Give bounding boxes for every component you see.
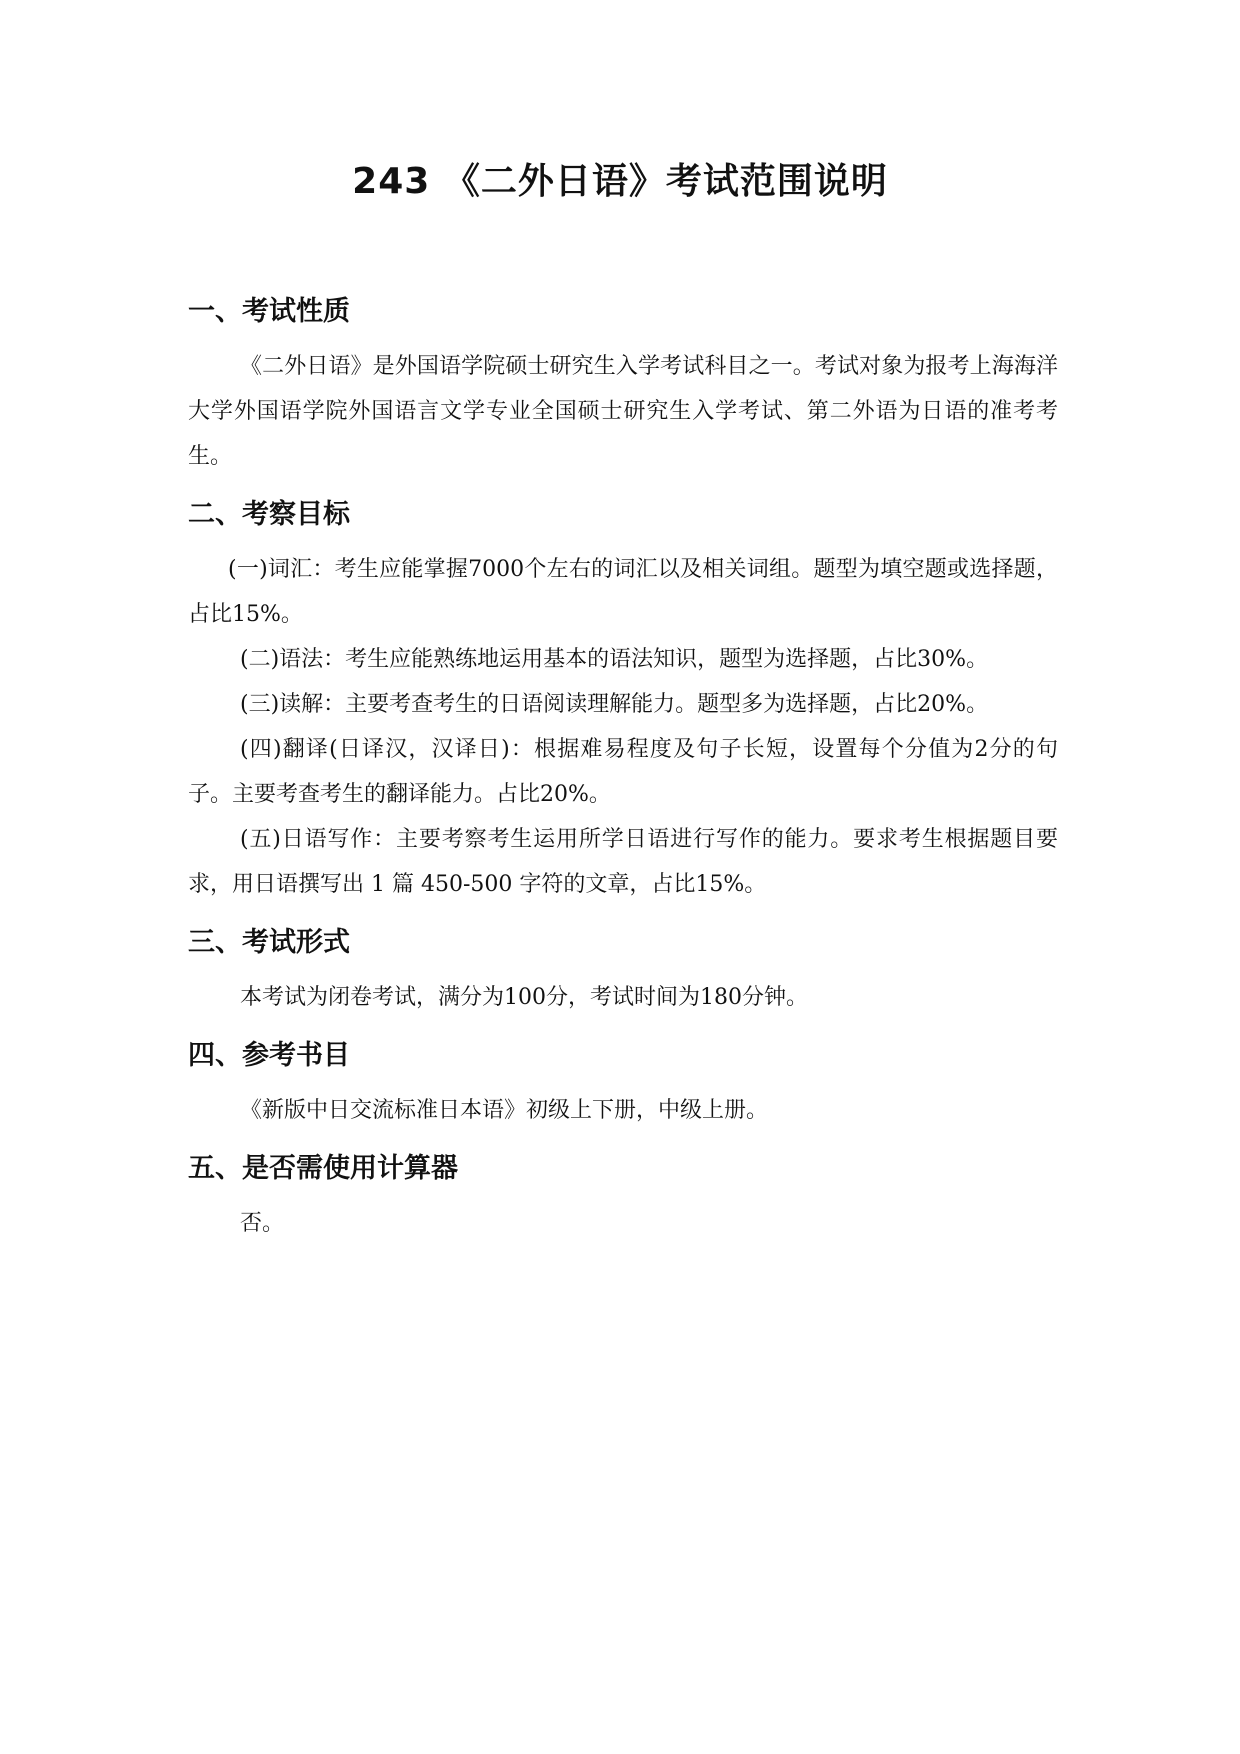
section-reference-books [188, 1036, 1058, 1133]
section-calculator [188, 1149, 1058, 1246]
section-paragraph: 《二外日语》是外国语学院硕士研究生入学考试科目之一。考试对象为报考上海海洋大学外国语学院外国语言文学专业全国硕士研究生入学考试、第二外语为日语的准考考生。 [188, 354, 1058, 469]
section-heading: 四、参考书目 [188, 1040, 350, 1071]
section-heading: 二、考察目标 [188, 499, 350, 530]
section-paragraph: (二)语法：考生应能熟练地运用基本的语法知识，题型为选择题，占比30%。 [240, 647, 989, 672]
section-paragraph: 本考试为闭卷考试，满分为100分，考试时间为180分钟。 [240, 985, 808, 1010]
section-exam-nature [188, 292, 1058, 479]
document-title: 243 《二外日语》考试范围说明 [352, 161, 888, 202]
section-exam-format [188, 923, 1058, 1020]
document-body [188, 292, 1058, 1262]
section-heading: 三、考试形式 [188, 927, 350, 958]
section-paragraph: 否。 [240, 1211, 285, 1236]
section-paragraph: (一)词汇：考生应能掌握7000个左右的词汇以及相关词组。题型为填空题或选择题，占比15%。 [188, 557, 1058, 627]
section-paragraph: (五)日语写作：主要考察考生运用所学日语进行写作的能力。要求考生根据题目要求，用日语撰写出 1 篇 450-500 字符的文章，占比15%。 [188, 827, 1058, 897]
section-heading: 五、是否需使用计算器 [188, 1153, 458, 1184]
section-heading: 一、考试性质 [188, 296, 350, 327]
section-exam-objectives [188, 495, 1058, 907]
section-paragraph: (三)读解：主要考查考生的日语阅读理解能力。题型多为选择题，占比20%。 [240, 692, 989, 717]
section-paragraph: (四)翻译(日译汉，汉译日)：根据难易程度及句子长短，设置每个分值为2分的句子。主要考查考生的翻译能力。占比20%。 [188, 737, 1058, 807]
section-paragraph: 《新版中日交流标准日本语》初级上下册，中级上册。 [240, 1098, 769, 1123]
